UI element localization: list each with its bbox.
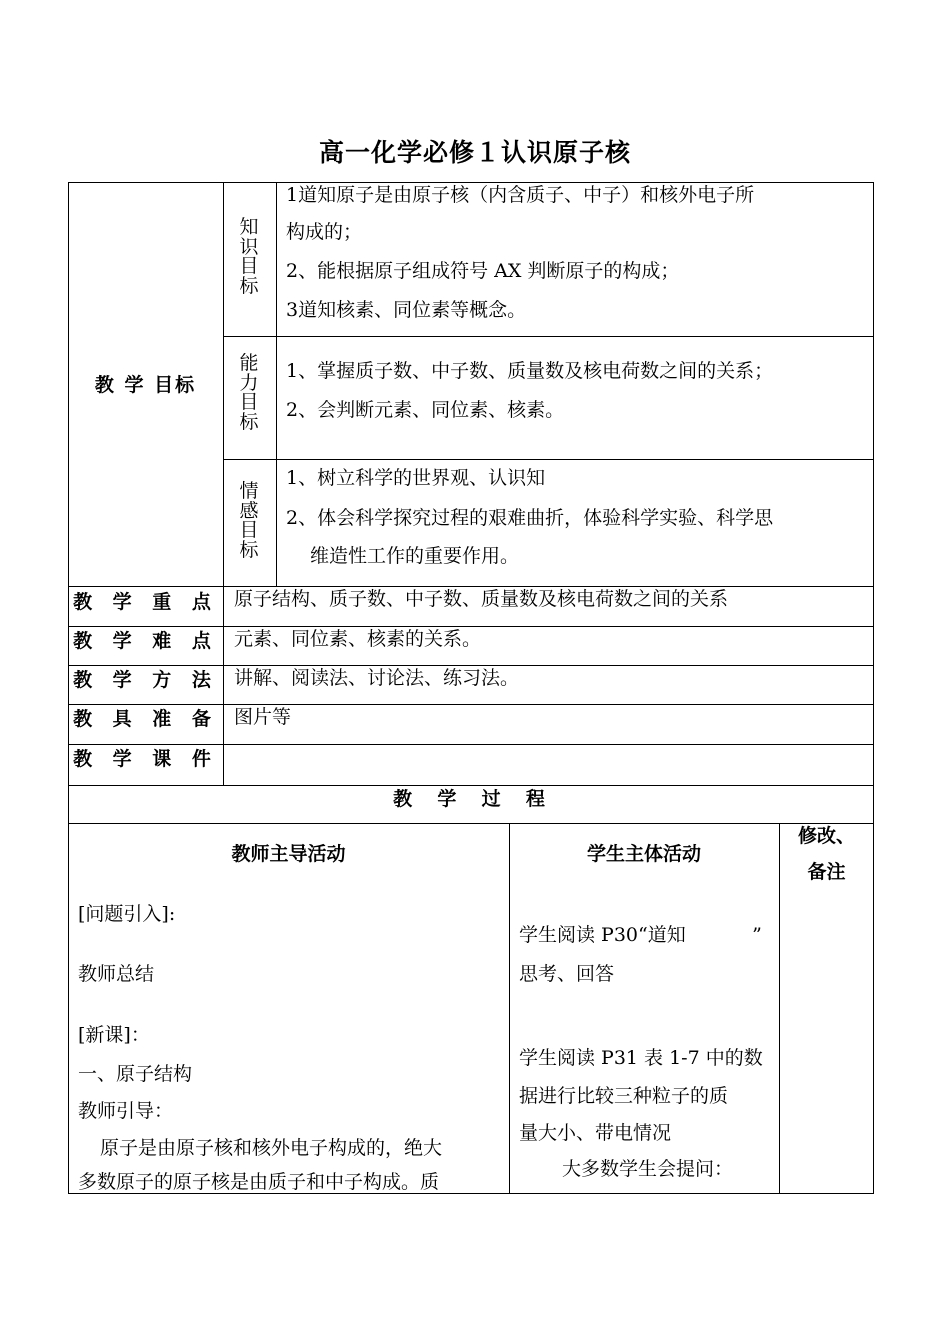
knowledge-line-3: 2、能根据原子组成符号 AX 判断原子的构成； <box>286 260 680 282</box>
row-label-courseware: 教 学 课 件 <box>73 748 218 770</box>
teacher-line: 多数原子的原子核是由质子和中子构成。质 <box>78 1171 440 1193</box>
objectives-label: 教 学 目标 <box>94 374 197 396</box>
grid-line <box>223 182 224 586</box>
teacher-activity-header: 教师主导活动 <box>231 843 346 865</box>
student-line: 学生阅读 P30“道知 ” <box>519 924 762 946</box>
grid-line <box>68 744 874 745</box>
row-value-key-points: 原子结构、质子数、中子数、质量数及核电荷数之间的关系 <box>234 588 729 610</box>
ability-line-2: 2、会判断元素、同位素、核素。 <box>286 399 565 421</box>
student-activity-header: 学生主体活动 <box>586 843 701 865</box>
grid-line <box>68 785 874 786</box>
teacher-line: [新课]： <box>78 1024 150 1046</box>
student-line: 量大小、带电情况 <box>519 1122 672 1144</box>
row-label-teaching-aids: 教 具 准 备 <box>73 708 218 730</box>
ability-objective-label: 能力目标 <box>239 352 259 433</box>
row-label-difficulties: 教 学 难 点 <box>73 630 218 652</box>
teacher-line: 原子是由原子核和核外电子构成的，绝大 <box>100 1137 443 1159</box>
student-line: 据进行比较三种粒子的质 <box>519 1085 729 1107</box>
student-line: 思考、回答 <box>519 963 615 985</box>
emotion-line-3: 维造性工作的重要作用。 <box>310 545 520 567</box>
knowledge-line-1: 1道知原子是由原子核（内含质子、中子）和核外电子所 <box>286 184 755 206</box>
student-line: 学生阅读 P31 表 1-7 中的数 <box>519 1047 763 1069</box>
student-line: 大多数学生会提问： <box>562 1158 734 1180</box>
grid-line <box>276 182 277 586</box>
emotion-objective-label: 情感目标 <box>239 480 259 561</box>
teacher-line: 教师总结 <box>78 963 155 985</box>
page-title: 高一化学必修１认识原子核 <box>318 138 631 167</box>
row-value-methods: 讲解、阅读法、讨论法、练习法。 <box>234 667 520 689</box>
knowledge-objective-label: 知识目标 <box>239 216 259 297</box>
grid-line <box>223 336 873 337</box>
teacher-line: [问题引入]: <box>78 903 176 925</box>
emotion-line-2: 2、体会科学探究过程的艰难曲折，体验科学实验、科学思 <box>286 507 774 529</box>
ability-line-1: 1、掌握质子数、中子数、质量数及核电荷数之间的关系； <box>286 360 774 382</box>
row-value-difficulties: 元素、同位素、核素的关系。 <box>234 628 482 650</box>
row-value-teaching-aids: 图片等 <box>234 706 292 728</box>
grid-line <box>223 586 224 785</box>
teacher-line: 一、原子结构 <box>78 1063 193 1085</box>
grid-line <box>68 823 874 824</box>
notes-header-line-2: 备注 <box>807 861 846 883</box>
grid-line <box>68 704 874 705</box>
knowledge-line-4: 3道知核素、同位素等概念。 <box>286 299 527 321</box>
teacher-line: 教师引导： <box>78 1100 174 1122</box>
row-label-key-points: 教 学 重 点 <box>73 591 218 613</box>
knowledge-line-2: 构成的； <box>286 221 363 243</box>
row-label-methods: 教 学 方 法 <box>73 669 218 691</box>
grid-line <box>509 823 510 1194</box>
emotion-line-1: 1、树立科学的世界观、认识知 <box>286 467 546 489</box>
process-heading: 教 学 过 程 <box>393 788 549 810</box>
grid-line <box>223 459 873 460</box>
notes-header-line-1: 修改、 <box>797 825 855 847</box>
